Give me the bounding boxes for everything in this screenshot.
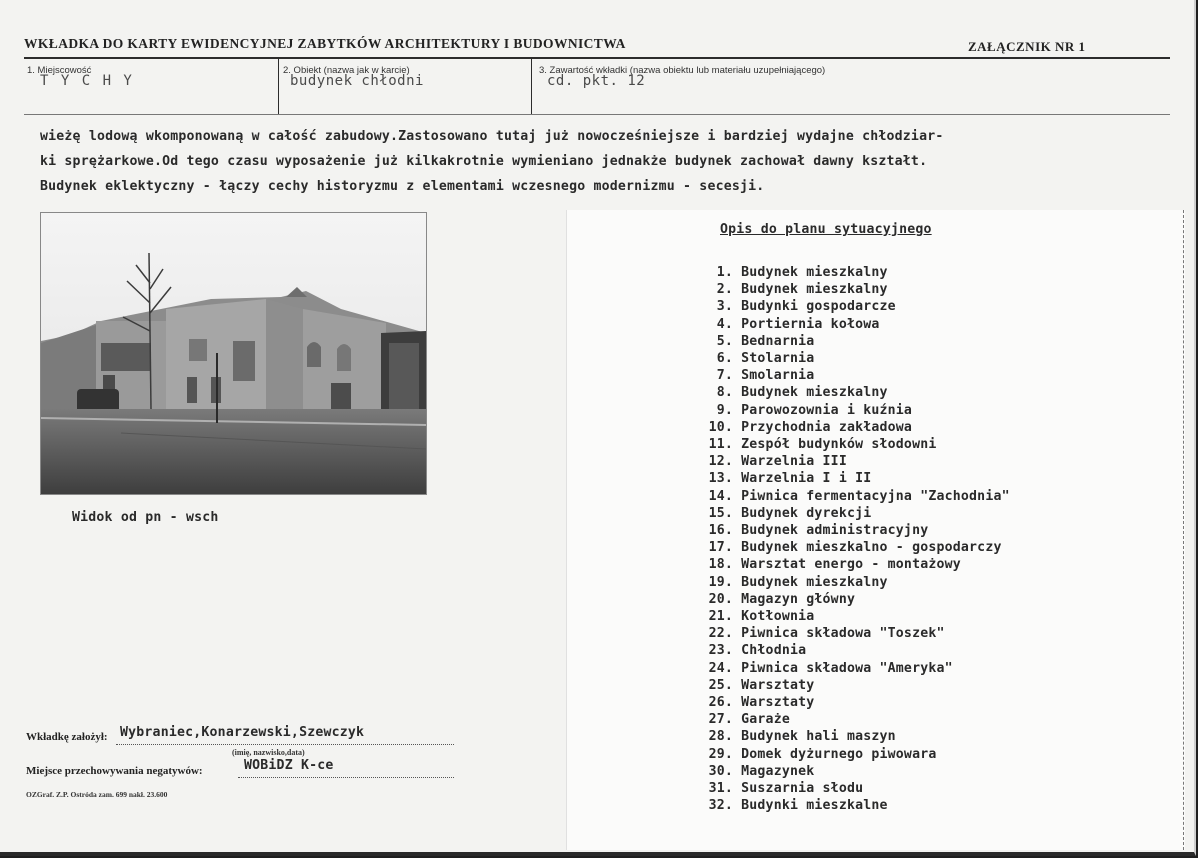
description-line: Budynek eklektyczny - łączy cechy historyzmu z elementami wczesnego modernizmu - secesji.: [40, 179, 765, 194]
plan-legend-number: 19.: [708, 574, 733, 590]
plan-legend-number: 5.: [716, 333, 733, 349]
plan-legend-item: [699, 453, 1010, 470]
plan-legend-text: Warsztaty: [741, 677, 815, 693]
plan-legend-text: Suszarnia słodu: [741, 781, 864, 797]
plan-legend-number: 3.: [716, 299, 733, 315]
object-value: budynek chłodni: [290, 73, 424, 89]
plan-legend-number: 1.: [716, 265, 733, 280]
plan-legend-text: Magazyn główny: [741, 591, 856, 607]
plan-legend-text: Domek dyżurnego piwowara: [741, 746, 937, 762]
object-label: 2. Obiekt (nazwa jak w karcie): [283, 65, 410, 76]
plan-legend-item: [699, 746, 1010, 763]
plan-legend-text: Przychodnia zakładowa: [741, 419, 913, 435]
plan-legend-item: [699, 281, 1010, 298]
plan-legend-number: 22.: [708, 626, 733, 642]
plan-legend-item: [699, 522, 1010, 539]
plan-legend-text: Smolarnia: [741, 368, 815, 384]
plan-legend-number: 27.: [708, 712, 733, 728]
description-line: wieżę lodową wkomponowaną w całość zabudowy.Zastosowano tutaj już nowocześniejsze i bardziej wydajne chłodziar-: [40, 129, 944, 144]
plan-legend-item: [699, 763, 1010, 780]
plan-legend-number: 23.: [708, 643, 733, 659]
plan-legend-text: Parowozownia i kuźnia: [741, 402, 913, 418]
plan-legend-number: 31.: [708, 781, 733, 797]
created-by-hint: (imię, nazwisko,data): [232, 748, 305, 757]
plan-legend-number: 24.: [708, 660, 733, 676]
building-photo-image: [41, 213, 426, 494]
plan-legend-text: Budynek mieszkalny: [741, 282, 888, 298]
plan-legend-text: Warsztat energo - montażowy: [741, 557, 961, 573]
plan-legend-item: [699, 298, 1010, 315]
plan-legend-number: 11.: [708, 437, 733, 453]
plan-legend-item: [699, 333, 1010, 350]
plan-legend-text: Chłodnia: [741, 643, 807, 659]
plan-legend-text: Budynek mieszkalny: [741, 265, 888, 280]
plan-edge-line: [1183, 210, 1185, 850]
plan-legend-number: 28.: [708, 729, 733, 745]
plan-legend-title: Opis do planu sytuacyjnego: [720, 222, 932, 237]
photo-caption: Widok od pn - wsch: [72, 510, 219, 525]
plan-legend-text: Piwnica fermentacyjna "Zachodnia": [741, 488, 1010, 504]
plan-legend-number: 7.: [716, 368, 733, 384]
field-divider-1: [278, 59, 279, 114]
plan-legend-text: Budynki mieszkalne: [741, 798, 888, 814]
plan-legend-text: Budynek dyrekcji: [741, 505, 872, 521]
plan-legend-item: [699, 574, 1010, 591]
negatives-storage-value: WOBiDZ K-ce: [244, 758, 334, 773]
plan-legend-number: 29.: [708, 746, 733, 762]
plan-legend-text: Warzelnia III: [741, 454, 847, 470]
plan-legend-number: 14.: [708, 488, 733, 504]
plan-legend-number: 15.: [708, 505, 733, 521]
plan-legend-item: [699, 436, 1010, 453]
locality-label: 1. Miejscowość: [27, 65, 92, 76]
plan-legend-text: Budynek mieszkalny: [741, 385, 888, 401]
plan-legend-number: 10.: [708, 419, 733, 435]
plan-legend-item: [699, 642, 1010, 659]
header-rule: [24, 57, 1170, 59]
plan-legend-text: Warsztaty: [741, 695, 815, 711]
plan-legend-text: Piwnica składowa "Toszek": [741, 626, 945, 642]
plan-legend-number: 21.: [708, 609, 733, 625]
plan-legend-item: [699, 694, 1010, 711]
plan-legend-number: 16.: [708, 523, 733, 539]
plan-legend-text: Warzelnia I i II: [741, 471, 872, 487]
plan-legend-item: [699, 660, 1010, 677]
plan-legend-list: [699, 264, 1010, 815]
plan-legend-item: [699, 591, 1010, 608]
plan-legend-text: Portiernia kołowa: [741, 316, 880, 332]
field-divider-2: [531, 59, 532, 114]
plan-legend-item: [699, 384, 1010, 401]
plan-legend-text: Budynek mieszkalny: [741, 574, 888, 590]
plan-legend-text: Kotłownia: [741, 609, 815, 625]
plan-legend-number: 32.: [708, 798, 733, 814]
plan-legend-item: [699, 539, 1010, 556]
description-text: [40, 124, 1180, 199]
plan-legend-number: 4.: [716, 316, 733, 332]
plan-legend-number: 8.: [716, 385, 733, 401]
plan-legend-item: [699, 728, 1010, 745]
plan-legend-item: [699, 608, 1010, 625]
negatives-storage-dotline: [238, 777, 454, 778]
plan-legend-item: [699, 556, 1010, 573]
plan-legend-text: Zespół budynków słodowni: [741, 437, 937, 453]
plan-legend-item: [699, 780, 1010, 797]
plan-legend-number: 2.: [716, 282, 733, 298]
plan-legend-number: 6.: [716, 351, 733, 367]
negatives-storage-label: Miejsce przechowywania negatywów:: [26, 765, 203, 777]
plan-legend-number: 9.: [716, 402, 733, 418]
plan-legend-text: Budynek mieszkalno - gospodarczy: [741, 540, 1002, 556]
plan-legend-text: Budynki gospodarcze: [741, 299, 896, 315]
locality-value: T Y C H Y: [40, 73, 134, 89]
plan-legend-item: [699, 625, 1010, 642]
created-by-value: Wybraniec,Konarzewski,Szewczyk: [120, 725, 365, 740]
plan-legend-item: [699, 350, 1010, 367]
plan-legend-number: 25.: [708, 677, 733, 693]
plan-legend-number: 20.: [708, 591, 733, 607]
plan-legend-item: [699, 367, 1010, 384]
plan-legend-item: [699, 488, 1010, 505]
building-photo: [40, 212, 427, 495]
contents-label: 3. Zawartość wkładki (nazwa obiektu lub materiału uzupełniającego): [539, 65, 826, 76]
fields-bottom-rule: [24, 114, 1170, 115]
description-line: ki sprężarkowe.Od tego czasu wyposażenie już kilkakrotnie wymieniano jednakże budynek zachował dawny kształt.: [40, 154, 928, 169]
plan-legend-text: Budynek administracyjny: [741, 523, 929, 539]
plan-legend-item: [699, 470, 1010, 487]
plan-legend-item: [699, 402, 1010, 419]
plan-legend-number: 18.: [708, 557, 733, 573]
plan-legend-text: Budynek hali maszyn: [741, 729, 896, 745]
plan-legend-number: 30.: [708, 763, 733, 779]
plan-legend-item: [699, 711, 1010, 728]
annex-label: ZAŁĄCZNIK NR 1: [968, 39, 1086, 54]
site-plan-legend: [566, 210, 1185, 850]
plan-legend-item: [699, 264, 1010, 281]
plan-legend-text: Stolarnia: [741, 351, 815, 367]
plan-legend-text: Magazynek: [741, 763, 815, 779]
created-by-label: Wkładkę założył:: [26, 731, 108, 743]
plan-legend-text: Bednarnia: [741, 333, 815, 349]
plan-legend-item: [699, 677, 1010, 694]
document-title: WKŁADKA DO KARTY EWIDENCYJNEJ ZABYTKÓW ARCHITEKTURY I BUDOWNICTWA: [24, 36, 626, 51]
created-by-dotline: [116, 744, 454, 745]
plan-legend-number: 26.: [708, 695, 733, 711]
plan-legend-text: Garaże: [741, 712, 790, 728]
plan-legend-item: [699, 316, 1010, 333]
plan-legend-number: 17.: [708, 540, 733, 556]
plan-legend-item: [699, 419, 1010, 436]
plan-legend-number: 13.: [708, 471, 733, 487]
plan-legend-text: Piwnica składowa "Ameryka": [741, 660, 953, 676]
plan-legend-item: [699, 797, 1010, 814]
contents-value: cd. pkt. 12: [547, 73, 646, 89]
plan-legend-item: [699, 505, 1010, 522]
printer-imprint: OZGraf. Z.P. Ostróda zam. 699 nakł. 23.600: [26, 790, 168, 799]
plan-legend-number: 12.: [708, 454, 733, 470]
